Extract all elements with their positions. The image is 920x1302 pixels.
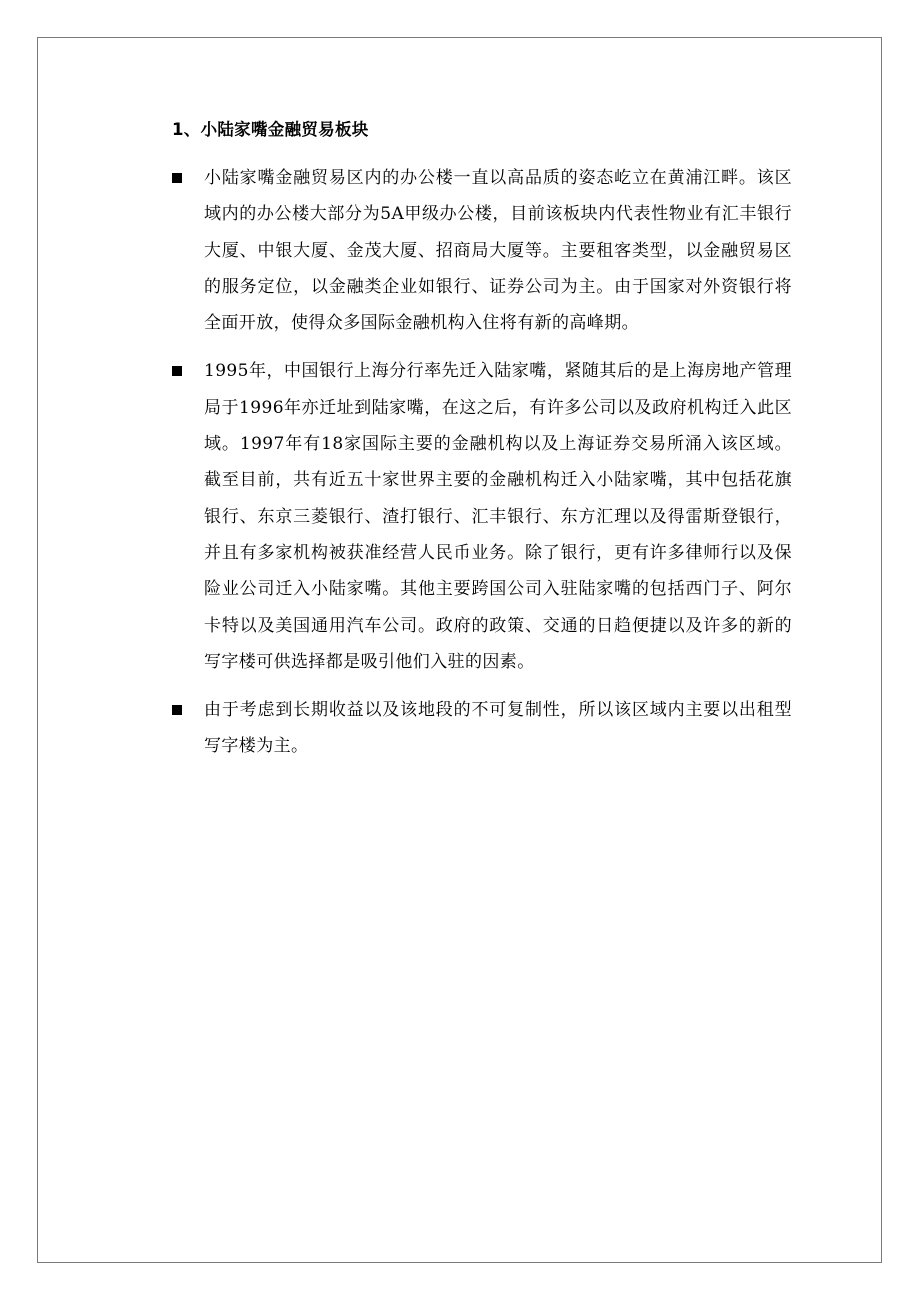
bullet-paragraph: 小陆家嘴金融贸易区内的办公楼一直以高品质的姿态屹立在黄浦江畔。该区域内的办公楼大部分为5A甲级办公楼，目前该板块内代表性物业有汇丰银行大厦、中银大厦、金茂大厦、招商局大厦等。主要租客类型，以金融贸易区的服务定位，以金融类企业如银行、证券公司为主。由于国家对外资银行将全面开放，使得众多国际金融机构入住将有新的高峰期。 — [204, 168, 792, 334]
bullet-paragraph: 1995年，中国银行上海分行率先迁入陆家嘴，紧随其后的是上海房地产管理局于1996年亦迁址到陆家嘴，在这之后，有许多公司以及政府机构迁入此区域。1997年有18家国际主要的金融机构以及上海证券交易所涌入该区域。截至目前，共有近五十家世界主要的金融机构迁入小陆家嘴，其中包括花旗银行、东京三菱银行、渣打银行、汇丰银行、东方汇理以及得雷斯登银行，并且有多家机构被获准经营人民币业务。除了银行，更有许多律师行以及保险业公司迁入小陆家嘴。其他主要跨国公司入驻陆家嘴的包括西门子、阿尔卡特以及美国通用汽车公司。政府的政策、交通的日趋便捷以及许多的新的写字楼可供选择都是吸引他们入驻的因素。 — [204, 361, 792, 672]
square-bullet-icon — [172, 366, 182, 376]
bullet-paragraph: 由于考虑到长期收益以及该地段的不可复制性，所以该区域内主要以出租型写字楼为主。 — [204, 700, 792, 757]
bullet-item-3 — [172, 692, 792, 765]
bullet-item-1 — [172, 160, 792, 341]
square-bullet-icon — [172, 173, 182, 183]
section-heading: 1、小陆家嘴金融贸易板块 — [172, 120, 369, 139]
square-bullet-icon — [172, 705, 182, 715]
bullet-item-2 — [172, 353, 792, 680]
document-body — [172, 112, 792, 777]
